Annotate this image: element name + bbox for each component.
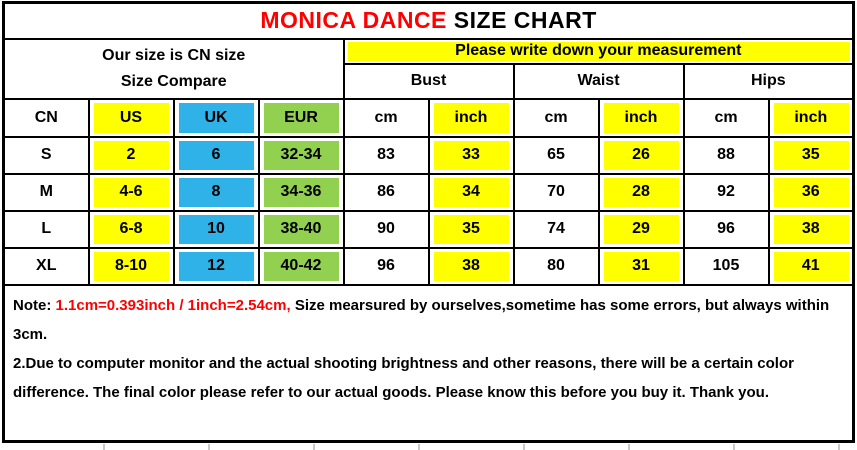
hips-inch: 35 (769, 137, 854, 174)
bust-cm: 83 (344, 137, 429, 174)
note-conversion: 1.1cm=0.393inch / 1inch=2.54cm, (55, 296, 291, 314)
waist-cm: 80 (514, 248, 599, 285)
header-banner-row (4, 39, 854, 64)
col-waist-inch: inch (599, 99, 684, 137)
uk-size: 10 (174, 211, 259, 248)
group-hips: Hips (684, 64, 854, 99)
us-size: 8-10 (89, 248, 174, 285)
col-hips-cm: cm (684, 99, 769, 137)
bust-cm: 86 (344, 174, 429, 211)
size-row-xl (4, 248, 854, 285)
col-uk: UK (174, 99, 259, 137)
cn-size: L (4, 211, 89, 248)
eur-size: 40-42 (259, 248, 344, 285)
group-waist: Waist (514, 64, 684, 99)
hips-cm: 88 (684, 137, 769, 174)
uk-size: 12 (174, 248, 259, 285)
hips-cm: 92 (684, 174, 769, 211)
note-label: Note: (13, 296, 56, 314)
brand-name: MONICA DANCE (260, 7, 447, 34)
waist-inch: 28 (599, 174, 684, 211)
size-compare-line2: Size Compare (120, 72, 227, 90)
col-hips-inch: inch (769, 99, 854, 137)
eur-size: 34-36 (259, 174, 344, 211)
hips-inch: 38 (769, 211, 854, 248)
col-cn: CN (4, 99, 89, 137)
bust-cm: 96 (344, 248, 429, 285)
measurement-banner: Please write down your measurement (344, 39, 854, 64)
note-2: 2.Due to computer monitor and the actual shooting brightness and other reasons, there will be a certain color difference. The final color please refer to our actual goods. Please know this before you buy it. Thank you. (13, 354, 794, 401)
waist-inch: 31 (599, 248, 684, 285)
size-compare-line1: Our size is CN size (102, 46, 246, 64)
hips-inch: 41 (769, 248, 854, 285)
note-1-rest: Size mearsured by ourselves,sometime has some errors, but always within 3cm. (13, 296, 830, 343)
cn-size: M (4, 174, 89, 211)
cn-size: S (4, 137, 89, 174)
group-bust: Bust (344, 64, 514, 99)
size-row-s (4, 137, 854, 174)
size-compare-header (4, 39, 344, 99)
waist-cm: 65 (514, 137, 599, 174)
hips-cm: 96 (684, 211, 769, 248)
hips-cm: 105 (684, 248, 769, 285)
notes-cell (4, 285, 854, 442)
waist-inch: 26 (599, 137, 684, 174)
col-eur: EUR (259, 99, 344, 137)
size-row-l (4, 211, 854, 248)
bust-inch: 35 (429, 211, 514, 248)
col-bust-cm: cm (344, 99, 429, 137)
notes-row (4, 285, 854, 442)
column-header-row (4, 99, 854, 137)
title-rest: SIZE CHART (446, 7, 597, 34)
title-row (4, 3, 854, 39)
eur-size: 32-34 (259, 137, 344, 174)
bust-cm: 90 (344, 211, 429, 248)
uk-size: 8 (174, 174, 259, 211)
uk-size: 6 (174, 137, 259, 174)
col-waist-cm: cm (514, 99, 599, 137)
size-row-m (4, 174, 854, 211)
col-us: US (89, 99, 174, 137)
note-1 (13, 291, 843, 349)
col-bust-inch: inch (429, 99, 514, 137)
waist-cm: 74 (514, 211, 599, 248)
spreadsheet-gridlines (0, 444, 857, 450)
us-size: 2 (89, 137, 174, 174)
page-title (4, 3, 854, 39)
waist-inch: 29 (599, 211, 684, 248)
bust-inch: 34 (429, 174, 514, 211)
bust-inch: 33 (429, 137, 514, 174)
eur-size: 38-40 (259, 211, 344, 248)
waist-cm: 70 (514, 174, 599, 211)
us-size: 6-8 (89, 211, 174, 248)
us-size: 4-6 (89, 174, 174, 211)
size-chart-table (2, 1, 855, 443)
hips-inch: 36 (769, 174, 854, 211)
cn-size: XL (4, 248, 89, 285)
bust-inch: 38 (429, 248, 514, 285)
